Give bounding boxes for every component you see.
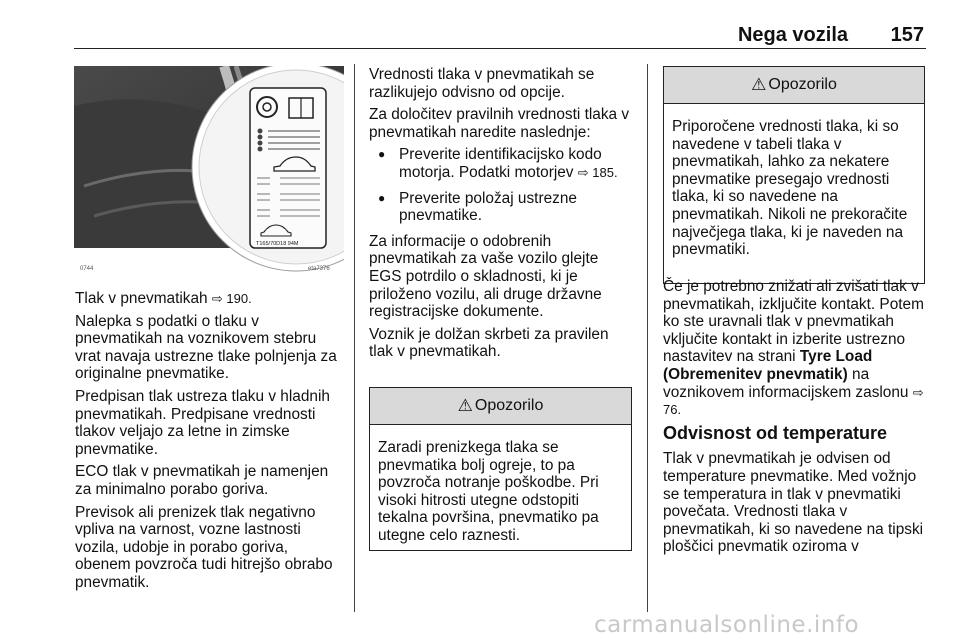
tyre-pressure-label-illustration <box>74 66 344 274</box>
warning-title: Opozorilo <box>474 397 544 414</box>
paragraph: Če je potrebno znižati ali zvišati tlak v pnevmatikah, izključite kontakt. Potem ko ste uravnali tlak v pnevmatikah vključite kontakt in izberite ustrezno nastavitev na strani Tyre Load (Obremenitev pnevmatik) na voznikovem informacijskem zaslonu ⇨ 76. <box>663 278 924 418</box>
column-left <box>75 290 345 597</box>
watermark: carmanualsonline.info <box>594 612 860 638</box>
warning-header <box>664 67 924 104</box>
column-divider <box>354 64 355 612</box>
page-reference[interactable]: ⇨ 190. <box>211 291 252 306</box>
page-reference[interactable]: ⇨ 185. <box>577 164 618 180</box>
paragraph: Predpisan tlak ustreza tlaku v hladnih pnevmatikah. Predpisane vrednosti tlakov veljajo za letne in zimske pnevmatike. <box>75 387 330 458</box>
list-item: ● Preverite identifikacijsko kodo motorja. Podatki motorjev ⇨ 185. <box>369 146 633 181</box>
column-divider <box>647 64 648 612</box>
warning-triangle-icon: ⚠ <box>457 396 473 415</box>
paragraph: Vrednosti tlaka v pnevmatikah se razlikujejo odvisno od opcije. <box>369 66 595 101</box>
warning-header <box>370 388 631 425</box>
menu-item-name: Tyre Load (Obremenitev pnevmatik) <box>663 348 873 383</box>
label-tyre-size: T165/70D18 94M <box>256 241 299 247</box>
page-number: 157 <box>890 24 924 46</box>
paragraph: Tlak v pnevmatikah je odvisen od temperature pnevmatike. Med vožnjo se temperatura in tlak v pnevmatiki povečata. Vrednosti tlaka v pnevmatikah, ki so navedene na tipski ploščici pnevmatik oziroma v <box>663 450 924 556</box>
paragraph: Za informacije o odobrenih pnevmatikah za vaše vozilo glejte EGS potrdilo o skladnosti, ki je priloženo vozilu, ali druge državne registracijske dokumente. <box>369 232 602 321</box>
list-item: ● Preverite položaj ustrezne pnevmatike. <box>369 190 633 225</box>
warning-text: Priporočene vrednosti tlaka, ki so navedene v tabeli tlaka v pnevmatikah, lahko za nekatere pnevmatike presegajo vrednosti tlaka, ki so navedene na pnevmatikah. Nikoli ne prekoračite največjega tlaka, ki je naveden na pnevmatiki. <box>672 118 908 259</box>
paragraph: Voznik je dolžan skrbeti za pravilen tlak v pnevmatikah. <box>369 325 609 361</box>
warning-box <box>369 387 632 551</box>
figure-number: 0744 <box>80 266 94 272</box>
paragraph: Previsok ali prenizek tlak negativno vpliva na varnost, vozne lastnosti vozila, udobje in porabo goriva, obenem povzroča tudi hitrejšo obrabo pnevmatik. <box>75 503 333 591</box>
section-title: Nega vozila <box>737 24 848 46</box>
bullet-list <box>369 146 633 224</box>
paragraph: Za določitev pravilnih vrednosti tlaka v pnevmatikah naredite naslednje: <box>369 106 630 141</box>
figure-code: eta7376 <box>308 266 330 272</box>
warning-title: Opozorilo <box>768 76 837 93</box>
warning-box <box>663 66 925 284</box>
paragraph: ECO tlak v pnevmatikah je namenjen za minimalno porabo goriva. <box>75 463 329 498</box>
page-reference[interactable]: ⇨ 76. <box>663 384 924 418</box>
page-header <box>74 20 926 49</box>
cross-reference-paragraph: Tlak v pnevmatikah ⇨ 190. <box>75 290 252 307</box>
paragraph: Nalepka s podatki o tlaku v pnevmatikah na voznikovem stebru vrat navaja ustrezne tlake polnjenja za originalne pnevmatike. <box>75 312 337 383</box>
column-right <box>663 278 929 561</box>
warning-text: Zaradi prenizkega tlaka se pnevmatika bolj ogreje, to pa povzroča notranje poškodbe. Pri visoki hitrosti utegne odstopiti tekalna površina, pnevmatiko pa utegne celo raznesti. <box>378 439 599 544</box>
warning-triangle-icon: ⚠ <box>751 75 767 94</box>
column-middle <box>369 66 633 366</box>
section-heading: Odvisnost od temperature <box>663 422 888 443</box>
